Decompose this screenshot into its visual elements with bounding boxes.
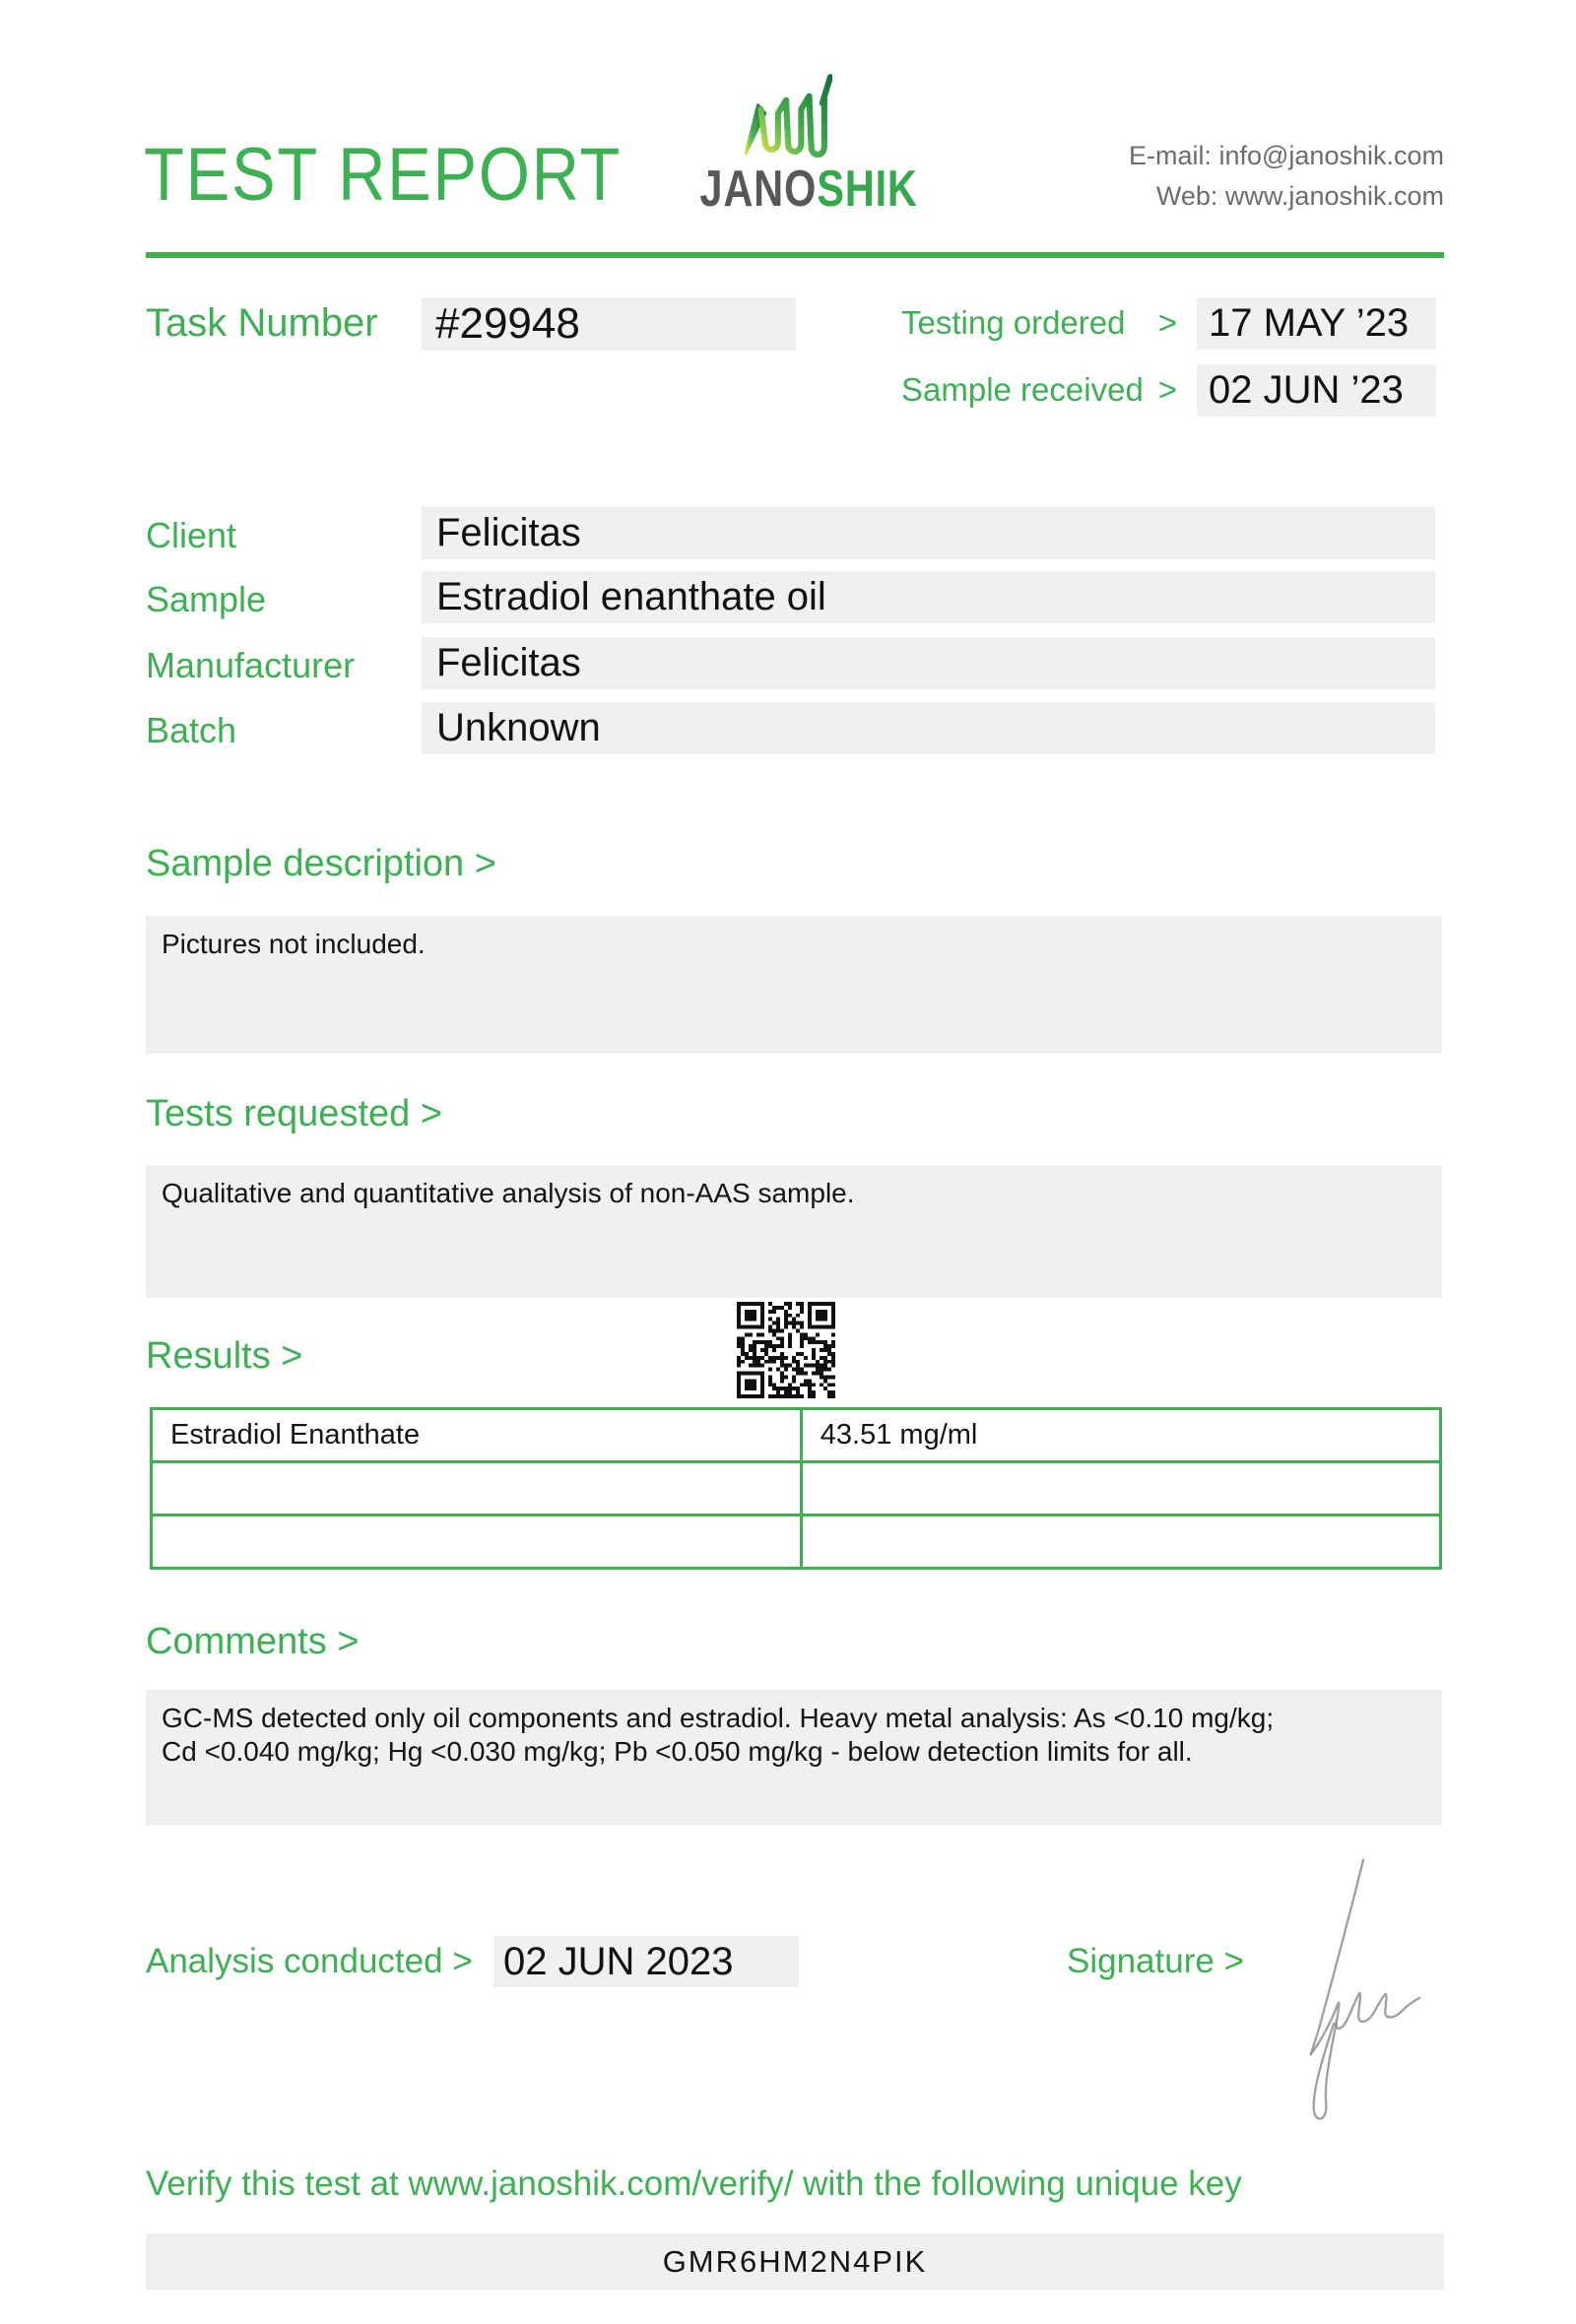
manufacturer-value: Felicitas [422, 637, 1435, 689]
testing-ordered-label [901, 304, 1177, 342]
testing-ordered-text: Testing ordered [901, 304, 1126, 341]
client-label: Client [146, 515, 237, 555]
unique-key-box [146, 2233, 1444, 2290]
testing-ordered-value: 17 MAY ’23 [1197, 297, 1436, 350]
tests-requested-heading: Tests requested > [146, 1093, 443, 1134]
qr-code [737, 1302, 835, 1398]
verify-text: Verify this test at www.janoshik.com/verify/ with the following unique key [146, 2164, 1242, 2203]
sample-received-arrow: > [1157, 371, 1177, 408]
task-number-label: Task Number [146, 301, 378, 345]
sample-description-heading: Sample description > [146, 843, 496, 884]
report-title: TEST REPORT [144, 133, 623, 217]
tests-requested-text: Qualitative and quantitative analysis of non-AAS sample. [162, 1178, 855, 1208]
unique-key: GMR6HM2N4PIK [662, 2244, 928, 2279]
logo-text-jano: JANO [699, 161, 818, 218]
comments-heading: Comments > [146, 1621, 360, 1662]
sample-label: Sample [146, 579, 267, 619]
analysis-date-value: 02 JUN 2023 [493, 1936, 799, 1987]
analyte-cell: Estradiol Enanthate [152, 1409, 802, 1462]
results-row-2 [152, 1462, 1441, 1516]
result-cell: 43.51 mg/ml [801, 1409, 1440, 1462]
tests-requested-box [146, 1165, 1442, 1298]
sample-value: Estradiol enanthate oil [422, 571, 1435, 623]
result-cell-empty [801, 1516, 1440, 1569]
batch-label: Batch [146, 710, 237, 750]
analyte-cell-empty [152, 1462, 802, 1516]
logo-chart-icon [736, 67, 832, 163]
batch-value: Unknown [422, 702, 1435, 754]
header-divider [146, 252, 1444, 258]
email-line: E-mail: info@janoshik.com [1128, 141, 1444, 170]
sample-description-text: Pictures not included. [162, 929, 426, 959]
results-row-1 [152, 1409, 1441, 1462]
sample-received-label [901, 371, 1177, 409]
testing-ordered-arrow: > [1157, 304, 1177, 341]
results-heading: Results > [146, 1335, 303, 1377]
logo-wordmark [699, 160, 918, 219]
web-line: Web: www.janoshik.com [1155, 181, 1444, 211]
signature-label: Signature > [1067, 1942, 1244, 1980]
signature-scribble [1273, 1830, 1425, 2132]
client-value: Felicitas [422, 507, 1435, 559]
results-row-3 [152, 1516, 1441, 1569]
comments-box [146, 1690, 1442, 1825]
manufacturer-label: Manufacturer [146, 645, 356, 685]
result-cell-empty [801, 1462, 1440, 1516]
results-table [150, 1407, 1442, 1570]
sample-description-box [146, 916, 1442, 1054]
contact-info [1129, 136, 1444, 217]
sample-received-value: 02 JUN ’23 [1197, 364, 1436, 417]
task-number-value: #29948 [422, 297, 796, 351]
logo-text-shik: SHIK [817, 161, 918, 218]
analyte-cell-empty [152, 1516, 802, 1569]
analysis-conducted-label: Analysis conducted > [146, 1942, 473, 1980]
comments-text: GC-MS detected only oil components and estradiol. Heavy metal analysis: As <0.10 mg/kg; Cd <0.040 mg/kg; Hg <0.030 mg/kg; Pb <0.050 mg/kg - below detection limits for all. [162, 1703, 1275, 1767]
sample-received-text: Sample received [901, 371, 1144, 408]
